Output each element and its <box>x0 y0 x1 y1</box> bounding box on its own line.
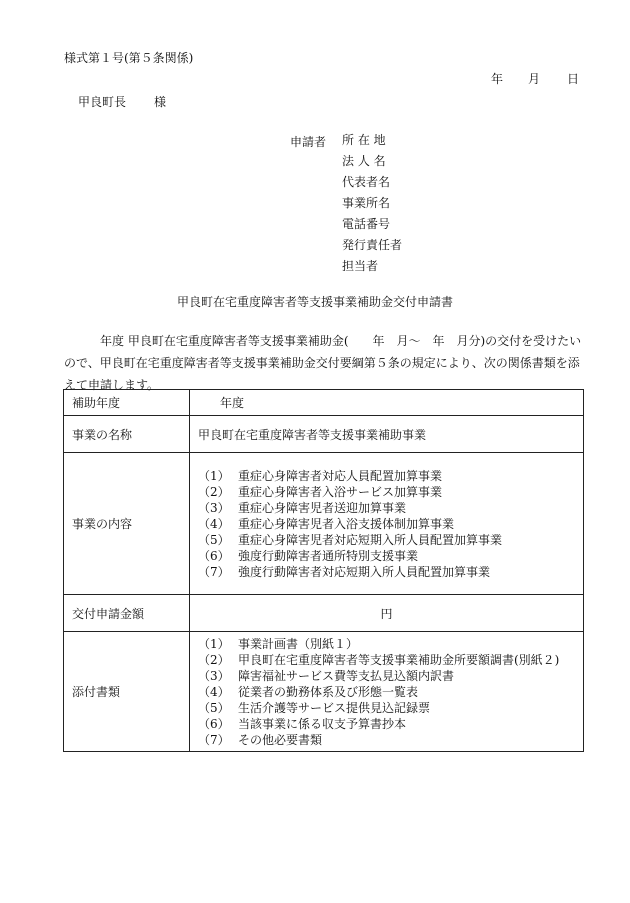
list-item: （4） 重症心身障害児者入浴支援体制加算事業 <box>198 516 455 531</box>
list-item: （2） 甲良町在宅重度障害者等支援事業補助金所要額調書(別紙２) <box>198 652 560 667</box>
list-item: （1） 重症心身障害者対応人員配置加算事業 <box>198 468 443 483</box>
form-number: 様式第１号(第５条関係) <box>64 51 194 65</box>
project-name-value: 甲良町在宅重度障害者等支援事業補助事業 <box>190 416 584 453</box>
date-month-label: 月 <box>528 72 541 86</box>
list-item: （5） 重症心身障害児者対応短期入所人員配置加算事業 <box>198 532 503 547</box>
attachments-label: 添付書類 <box>64 632 190 752</box>
addressee <box>78 93 194 110</box>
table-row-amount <box>64 595 584 632</box>
applicant-field-contact: 担当者 <box>342 259 379 273</box>
applicant-field-issuer: 発行責任者 <box>342 238 403 252</box>
applicant-field-office: 事業所名 <box>342 196 391 210</box>
project-content-list <box>190 453 584 595</box>
date-day-label: 日 <box>567 72 580 86</box>
list-item: （7） 強度行動障害者対応短期入所人員配置加算事業 <box>198 564 491 579</box>
applicant-field-representative: 代表者名 <box>342 175 391 189</box>
list-item: （2） 重症心身障害者入浴サービス加算事業 <box>198 484 443 499</box>
applicant-field-corporation: 法 人 名 <box>342 154 386 168</box>
applicant-fields <box>342 133 402 280</box>
addressee-name: 甲良町長 <box>78 95 127 109</box>
date-fields <box>491 70 579 87</box>
addressee-honorific: 様 <box>154 95 167 109</box>
list-item: （3） 障害福祉サービス費等支払見込額内訳書 <box>198 668 455 683</box>
list-item: （5） 生活介護等サービス提供見込記録票 <box>198 700 431 715</box>
applicant-field-phone: 電話番号 <box>342 217 391 231</box>
document-title: 甲良町在宅重度障害者等支援事業補助金交付申請書 <box>176 295 453 309</box>
list-item: （7） その他必要書類 <box>198 732 323 747</box>
application-table <box>63 389 584 752</box>
table-row-project-name <box>64 416 584 453</box>
amount-unit: 円 <box>190 595 584 632</box>
list-item: （4） 従業者の勤務体系及び形態一覧表 <box>198 684 419 699</box>
applicant-field-address: 所 在 地 <box>342 133 386 147</box>
project-content-label: 事業の内容 <box>64 453 190 595</box>
list-item: （6） 当該事業に係る収支予算書抄本 <box>198 716 407 731</box>
table-row-fiscal-year <box>64 390 584 416</box>
table-row-attachments <box>64 632 584 752</box>
list-item: （1） 事業計画書（別紙１） <box>198 636 359 651</box>
application-statement: 年度 甲良町在宅重度障害者等支援事業補助金( 年 月～ 年 月分)の交付を受けたいので、甲良町在宅重度障害者等支援事業補助金交付要綱第５条の規定により、次の関係書類を添えて申請します。 <box>64 334 582 392</box>
list-item: （6） 強度行動障害者通所特別支援事業 <box>198 548 419 563</box>
fiscal-year-label: 補助年度 <box>64 390 190 416</box>
amount-label: 交付申請金額 <box>64 595 190 632</box>
table-row-project-content <box>64 453 584 595</box>
fiscal-year-value: 年度 <box>190 390 584 416</box>
list-item: （3） 重症心身障害児者送迎加算事業 <box>198 500 407 515</box>
applicant-label: 申請者 <box>290 135 327 149</box>
date-year-label: 年 <box>491 72 504 86</box>
project-name-label: 事業の名称 <box>64 416 190 453</box>
attachments-list <box>190 632 584 752</box>
